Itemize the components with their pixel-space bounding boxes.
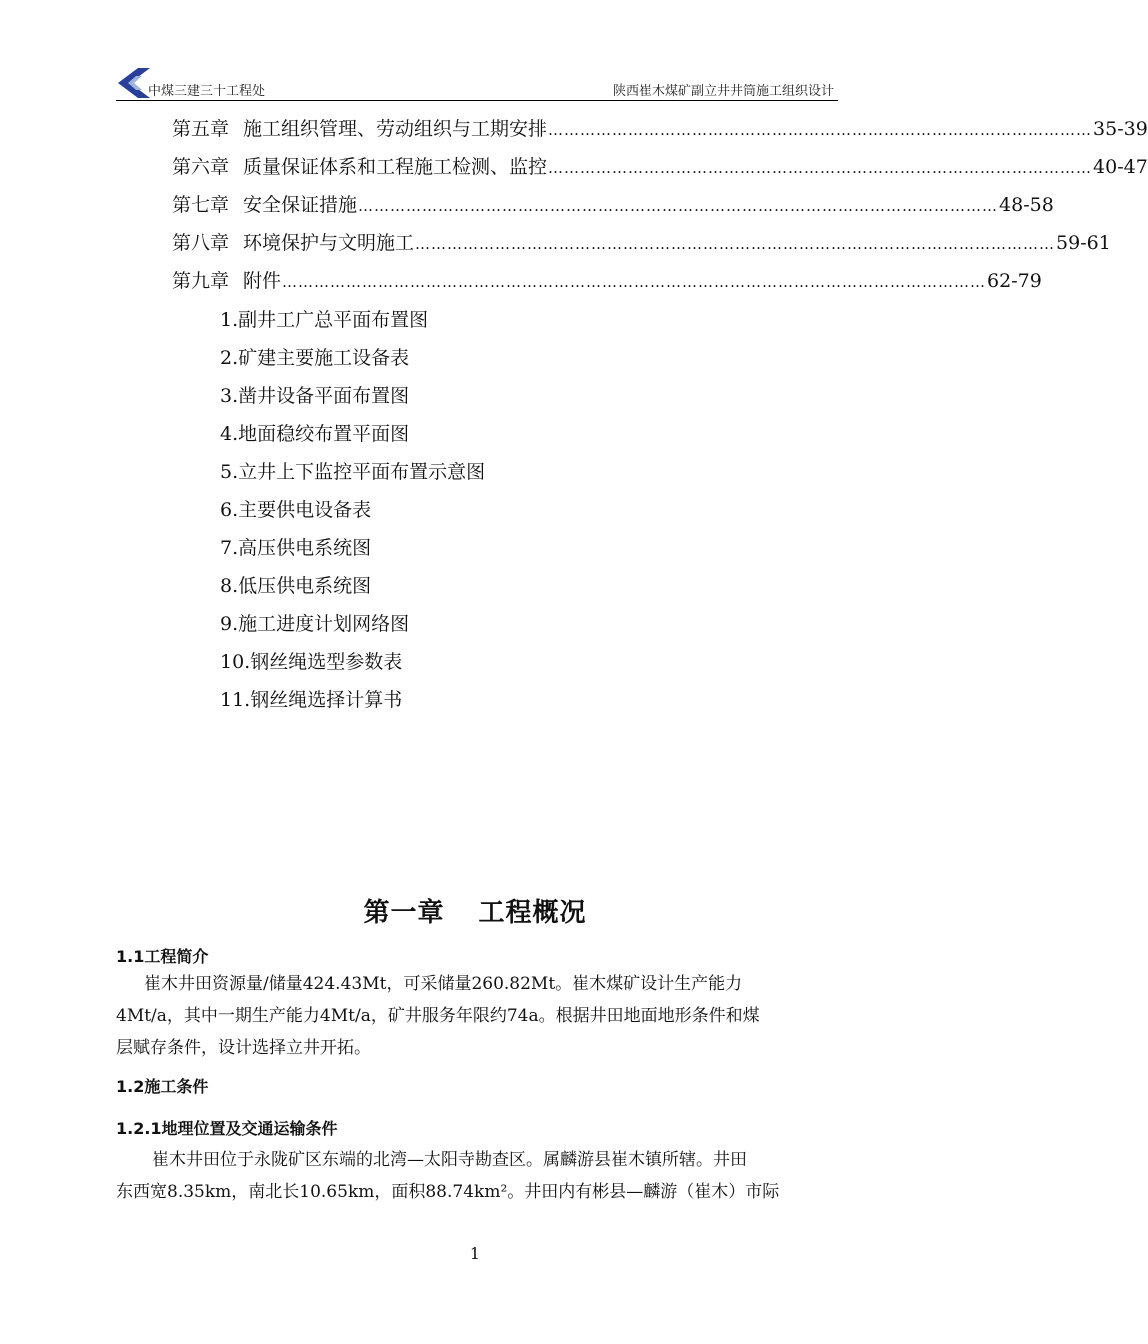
attachment-item: 11.钢丝绳选择计算书 (220, 689, 403, 711)
toc-row[interactable] (172, 228, 1111, 258)
chapter-title (0, 892, 950, 929)
attachment-item: 6.主要供电设备表 (220, 499, 372, 521)
toc-row[interactable] (172, 114, 1148, 144)
toc-page-range: 40-47 (1093, 156, 1148, 178)
paragraph-line: 层赋存条件，设计选择立井开拓。 (116, 1038, 371, 1058)
toc-chapter-label: 第七章 (172, 194, 230, 216)
toc-leader-dots: …………………………………………………………………………………………………………………… (282, 273, 987, 291)
toc-chapter-title: 附件 (243, 270, 282, 292)
chapter-label: 第一章 (363, 898, 445, 928)
paragraph-line: 崔木井田资源量/储量424.43Mt，可采储量260.82Mt。崔木煤矿设计生产能力 (144, 974, 743, 994)
toc-chapter-title: 环境保护与文明施工 (243, 232, 415, 254)
toc-chapter-label: 第九章 (172, 270, 230, 292)
page-number: 1 (469, 1244, 481, 1263)
toc-row[interactable] (172, 266, 1042, 296)
attachment-item: 5.立井上下监控平面布置示意图 (220, 461, 486, 483)
toc-chapter-label: 第八章 (172, 232, 230, 254)
attachment-item: 3.凿井设备平面布置图 (220, 385, 410, 407)
toc-chapter-title: 施工组织管理、劳动组织与工期安排 (243, 118, 548, 140)
toc-chapter-label: 第六章 (172, 156, 230, 178)
subsection-heading: 1.2.1地理位置及交通运输条件 (116, 1119, 338, 1138)
paragraph (116, 1144, 838, 1208)
toc-row[interactable] (172, 190, 1054, 220)
header-company-name: 中煤三建三十工程处 (148, 84, 266, 99)
toc-leader-dots: ………………………………………………………………………………………………………… (358, 197, 999, 215)
toc-page-range: 62-79 (987, 270, 1042, 292)
toc-chapter-title: 安全保证措施 (243, 194, 358, 216)
section-heading: 1.2施工条件 (116, 1077, 209, 1096)
toc-leader-dots: ………………………………………………………………………………………………………… (415, 235, 1056, 253)
toc-leader-dots: ………………………………………………………………………………………… (548, 159, 1093, 177)
header-document-title: 陕西崔木煤矿副立井井筒施工组织设计 (612, 84, 834, 99)
attachment-item: 2.矿建主要施工设备表 (220, 347, 410, 369)
attachment-item: 9.施工进度计划网络图 (220, 613, 410, 635)
attachment-item: 10.钢丝绳选型参数表 (220, 651, 403, 673)
section-heading: 1.1工程简介 (116, 947, 209, 966)
attachment-item: 1.副井工广总平面布置图 (220, 309, 429, 331)
paragraph (116, 968, 838, 1064)
toc-page-range: 48-58 (999, 194, 1054, 216)
company-logo-icon (116, 68, 150, 98)
toc-chapter-label: 第五章 (172, 118, 230, 140)
chapter-name: 工程概况 (478, 898, 587, 928)
toc-leader-dots: ………………………………………………………………………………………… (548, 121, 1093, 139)
toc-page-range: 35-39 (1093, 118, 1148, 140)
attachment-item: 4.地面稳绞布置平面图 (220, 423, 410, 445)
toc-row[interactable] (172, 152, 1148, 182)
paragraph-line: 崔木井田位于永陇矿区东端的北湾—太阳寺勘查区。属麟游县崔木镇所辖。井田 (152, 1150, 747, 1170)
paragraph-line: 东西宽8.35km，南北长10.65km，面积88.74km²。井田内有彬县—麟游（崔木）市际 (116, 1182, 780, 1202)
paragraph-line: 4Mt/a，其中一期生产能力4Mt/a，矿井服务年限约74a。根据井田地面地形条件和煤 (116, 1006, 760, 1026)
toc-page-range: 59-61 (1056, 232, 1111, 254)
page-header (116, 62, 838, 101)
attachment-item: 7.高压供电系统图 (220, 537, 372, 559)
toc-chapter-title: 质量保证体系和工程施工检测、监控 (243, 156, 548, 178)
attachment-item: 8.低压供电系统图 (220, 575, 372, 597)
